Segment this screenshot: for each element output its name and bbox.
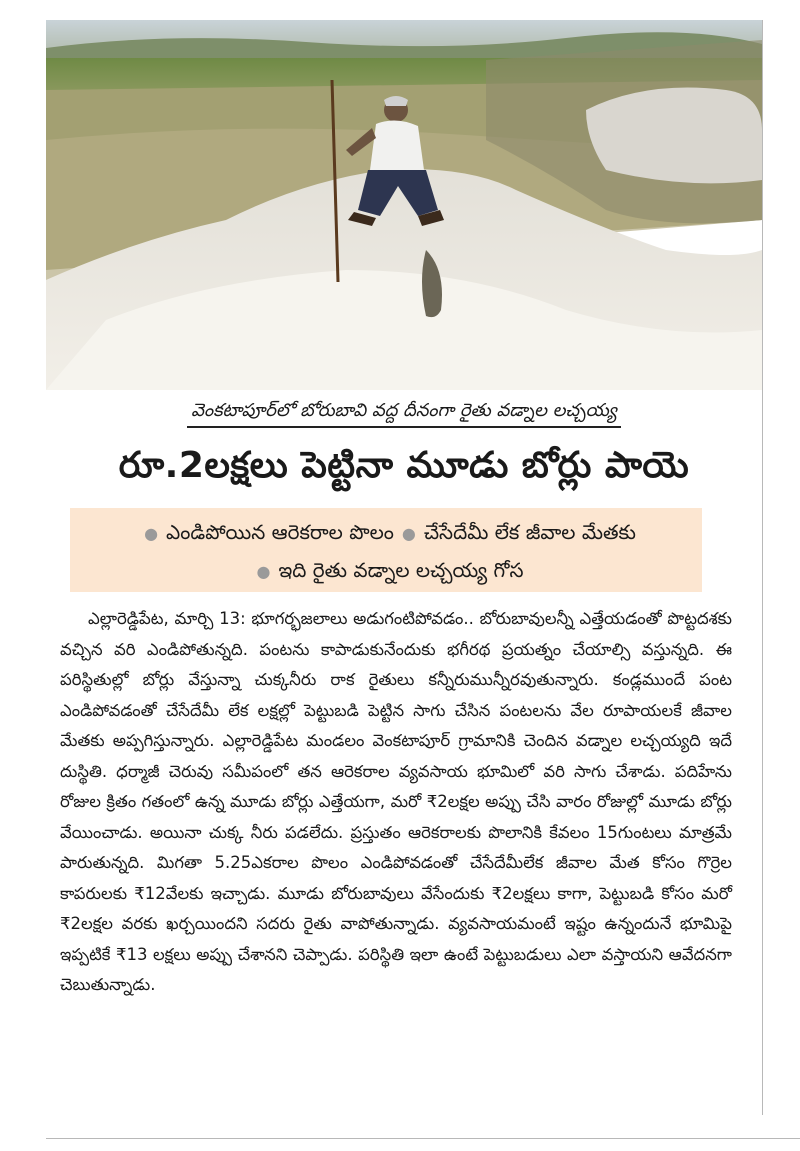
subdeck-line-1	[70, 514, 702, 552]
farmer-borewell-photo	[46, 20, 762, 390]
bullet-icon: ●	[401, 524, 416, 543]
article-photo	[46, 20, 762, 390]
subdeck-line-2	[70, 552, 702, 590]
bullet-icon: ●	[256, 562, 271, 581]
article-paragraph: ఎల్లారెడ్డిపేట, మార్చి 13: భూగర్భజలాలు అడుగంటిపోవడం.. బోరుబావులన్నీ ఎత్తేయడంతో పొట్టదశకు వచ్చిన వరి ఎండిపోతున్నది. పంటను కాపాడుకునేందుకు భగీరథ ప్రయత్నం చేయాల్సి వస్తున్నది. ఈ పరిస్థితుల్లో బోర్లు వేస్తున్నా చుక్కనీరు రాక రైతులు కన్నీరుమున్నీరవుతున్నారు. కండ్లముందే పంట ఎండిపోవడంతో చేసేదేమీ లేక లక్షల్లో పెట్టుబడి పెట్టిన సాగు చేసిన పంటలను వేల రూపాయలకే జీవాల మేతకు అప్పగిస్తున్నారు. ఎల్లారెడ్డిపేట మండలం వెంకటాపూర్ గ్రామానికి చెందిన వడ్నాల లచ్చయ్యది ఇదే దుస్థితి. ధర్మాజీ చెరువు సమీపంలో తన ఆరెకరాల వ్యవసాయ భూమిలో వరి సాగు చేశాడు. పదిహేను రోజుల క్రితం గతంలో ఉన్న మూడు బోర్లు ఎత్తేయగా, మరో ₹2లక్షల అప్పు చేసి వారం రోజుల్లో మూడు బోర్లు వేయించాడు. అయినా చుక్క నీరు పడలేదు. ప్రస్తుతం ఆరెకరాలకు పొలానికి కేవలం 15గుంటలు మాత్రమే పారుతున్నది. మిగతా 5.25ఎకరాల పొలం ఎండిపోవడంతో చేసేదేమీలేక జీవాల మేత కోసం గొర్రెల కాపరులకు ₹12వేలకు ఇచ్చాడు. మూడు బోరుబావులు వేసేందుకు ₹2లక్షలు కాగా, పెట్టుబడి కోసం మరో ₹2లక్షల వరకు ఖర్చయిందని సదరు రైతు వాపోతున్నాడు. వ్యవసాయమంటే ఇష్టం ఉన్నందునే భూమిపై ఇప్పటికే ₹13 లక్షలు అప్పు చేశానని చెప్పాడు. పరిస్థితి ఇలా ఉంటే పెట్టుబడులు ఎలా వస్తాయని ఆవేదనగా చెబుతున్నాడు.	[60, 609, 732, 994]
headline: రూ.2లక్షలు పెట్టినా మూడు బోర్లు పాయె	[118, 445, 690, 486]
caption-text: వెంకటాపూర్‌లో బోరుబావి వద్ద దీనంగా రైతు వడ్నాల లచ్చయ్య	[187, 396, 621, 428]
bottom-rule	[46, 1138, 800, 1139]
bullet-icon: ●	[144, 524, 159, 543]
subdeck-item-2: చేసేదేమీ లేక జీవాల మేతకు	[423, 520, 636, 544]
column-divider	[762, 20, 763, 1115]
subdeck-item-1: ఎండిపోయిన ఆరెకరాల పొలం	[166, 520, 394, 544]
article-body	[60, 604, 732, 1001]
subdeck-item-3: ఇది రైతు వడ్నాల లచ్చయ్య గోస	[278, 558, 524, 582]
photo-caption	[46, 396, 762, 428]
subdeck-box	[70, 508, 702, 592]
